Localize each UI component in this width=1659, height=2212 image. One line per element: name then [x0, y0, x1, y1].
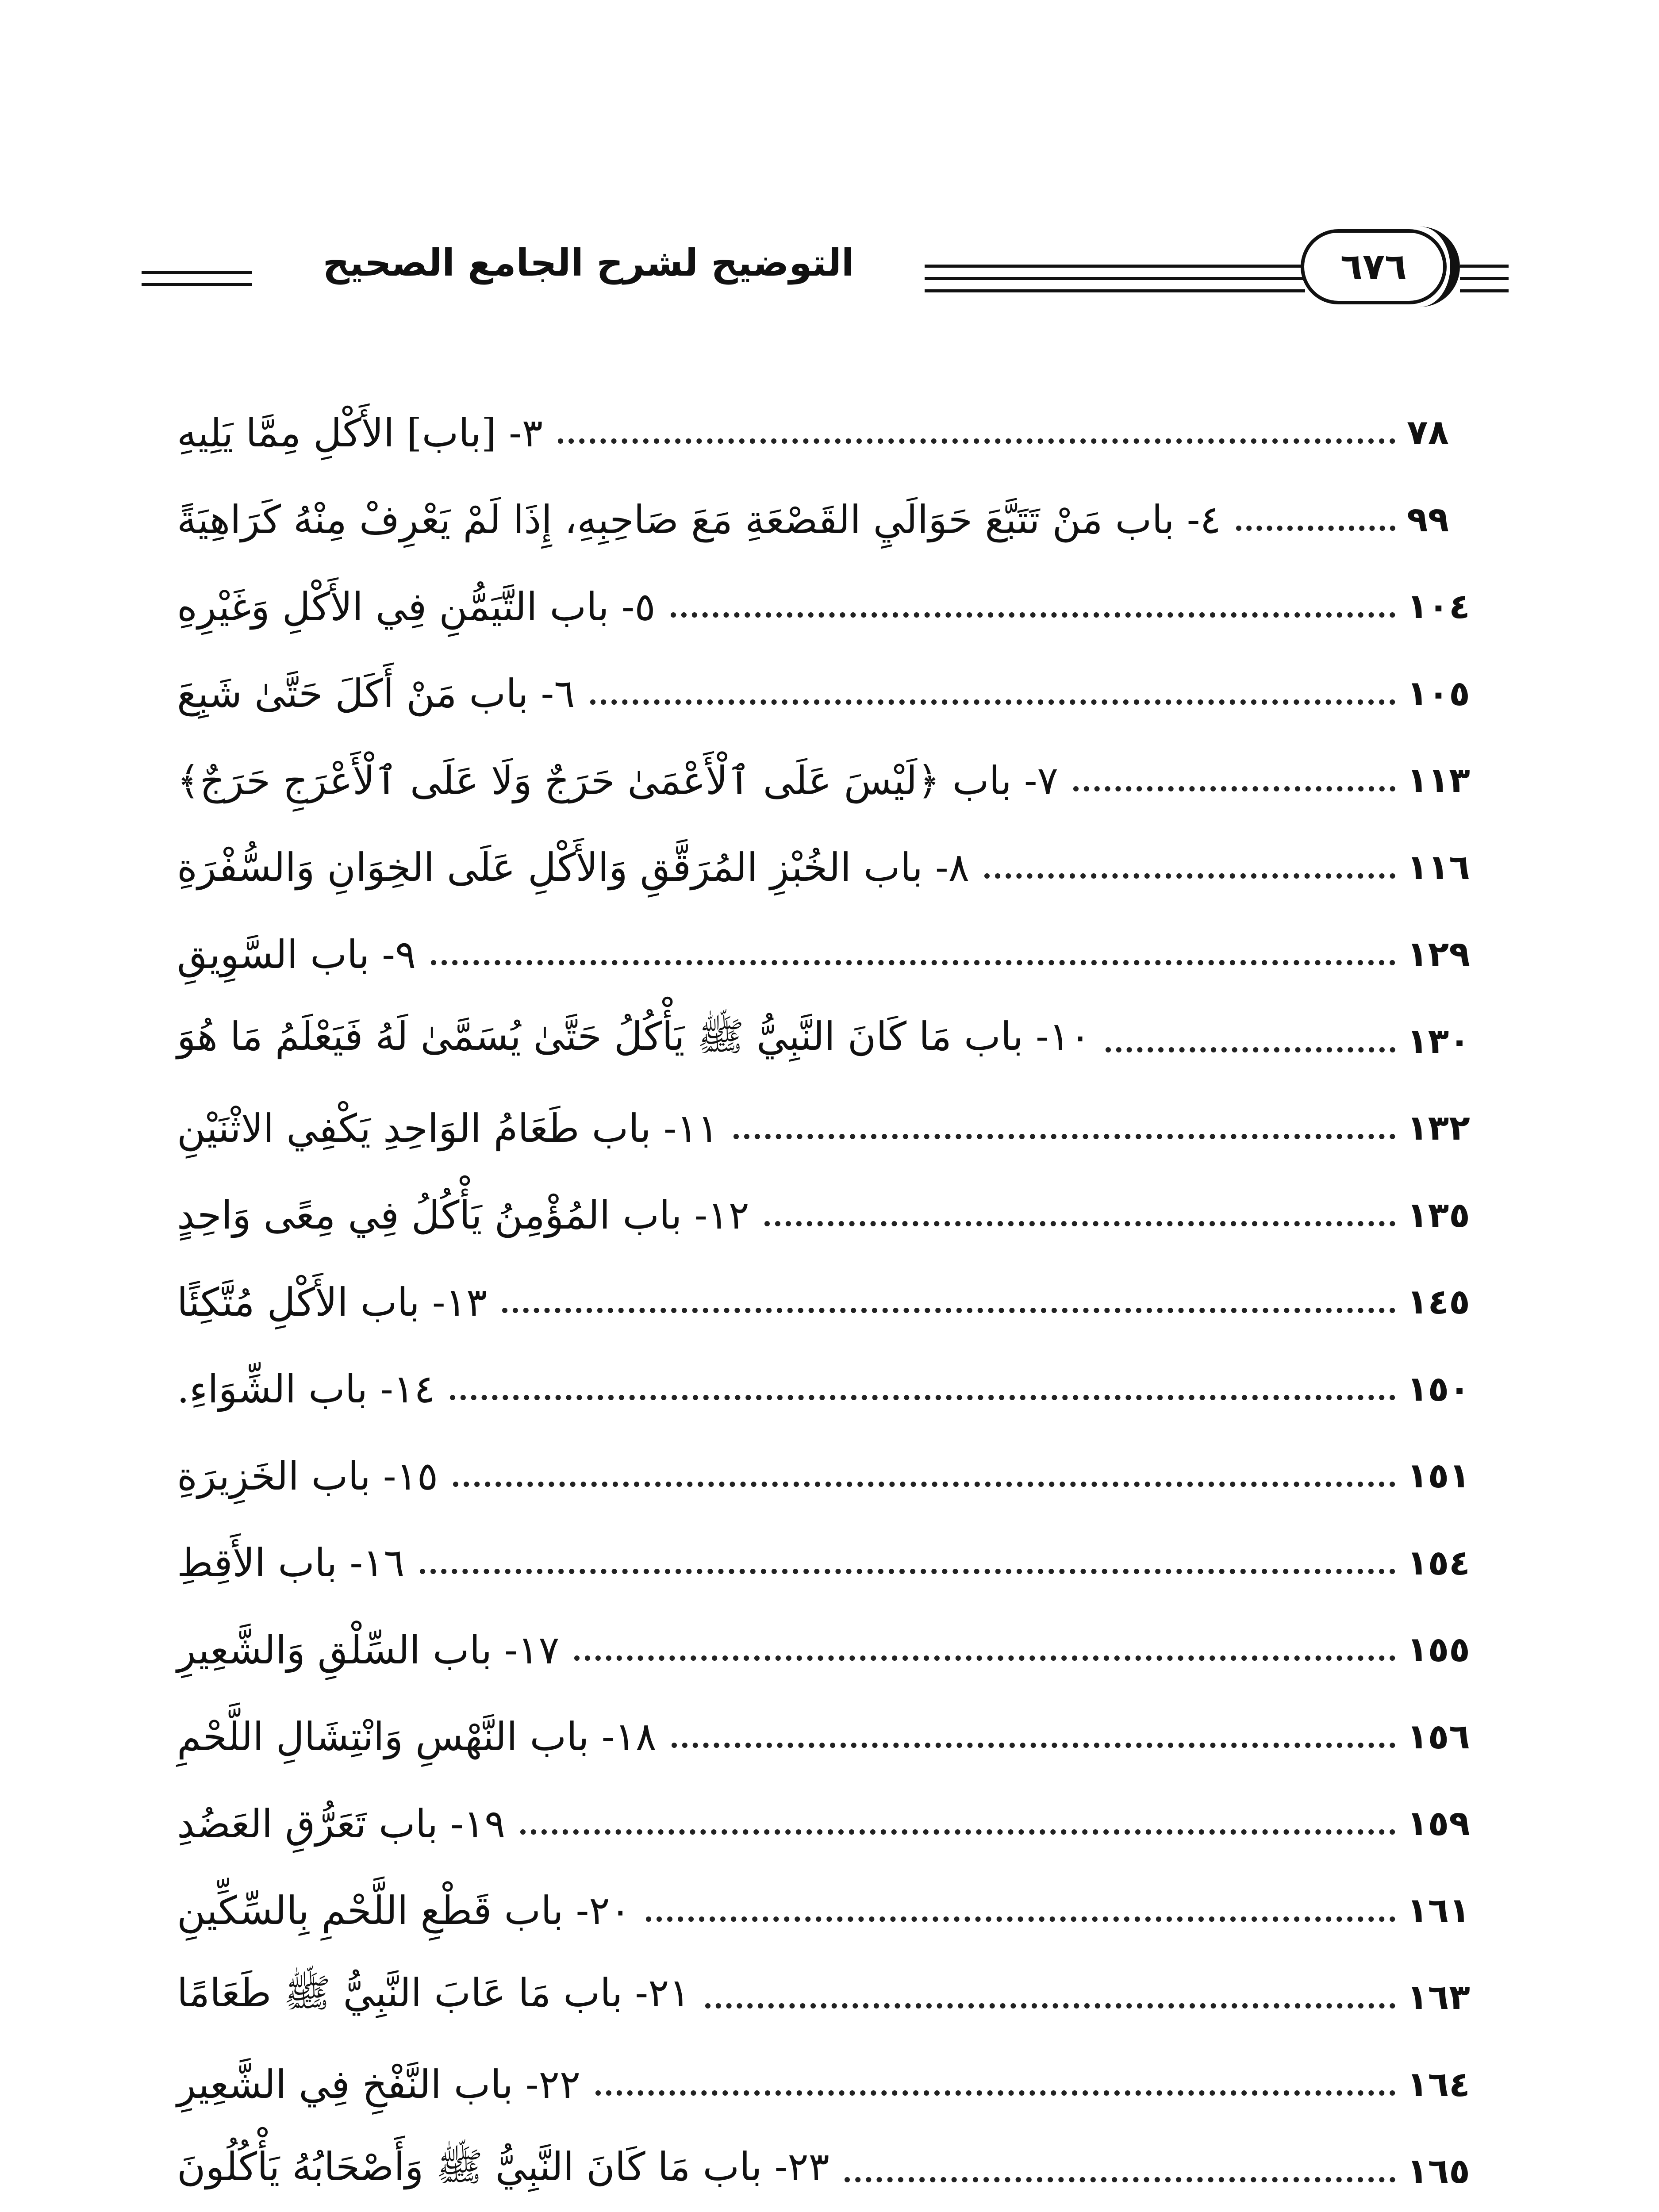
toc-entry-page: ١٥٩ [1407, 1804, 1470, 1844]
toc-entry-title: ١٨- باب النَّهْسِ وَانْتِشَالِ اللَّحْمِ [177, 1714, 657, 1760]
toc-entry-title: ٥- باب التَّيَمُّنِ فِي الأَكْلِ وَغَيْرِهِ [177, 584, 656, 630]
toc-entry-page: ١٠٥ [1407, 673, 1470, 714]
dot-leader [574, 1655, 1395, 1661]
toc-entry [164, 1172, 1504, 1259]
toc-entry-page: ١١٣ [1407, 760, 1470, 801]
toc-entry-title: ٢٢- باب النَّفْخِ فِي الشَّعِيرِ [177, 2062, 581, 2108]
dot-leader [590, 699, 1395, 705]
toc-entry [164, 998, 1504, 1085]
toc-entry-title: ١٩- باب تَعَرُّقِ العَضُدِ [177, 1801, 506, 1847]
toc-entry-page: ١٥٥ [1407, 1630, 1470, 1670]
toc-entry-page: ١٥١ [1407, 1456, 1470, 1496]
toc-entry-page: ١٥٤ [1407, 1543, 1470, 1583]
dot-leader [520, 1829, 1395, 1835]
toc-entry-title: ٣- [باب] الأَكْلِ مِمَّا يَلِيهِ [177, 410, 543, 456]
toc-entry-title: ١٥- باب الخَزِيرَةِ [177, 1453, 438, 1499]
toc-entry-page: ١٥٠ [1407, 1369, 1470, 1409]
toc-entry-title: ٧- باب ﴿لَيْسَ عَلَى ٱلْأَعْمَىٰ حَرَجٌ وَلَا عَلَى ٱلْأَعْرَجِ حَرَجٌ﴾ [177, 757, 1058, 803]
toc-entry-title: ٢٠- باب قَطْعِ اللَّحْمِ بِالسِّكِّينِ [177, 1888, 631, 1934]
toc-entry [164, 911, 1504, 998]
toc-entry-page: ١٢٩ [1407, 934, 1470, 975]
toc-entry-page: ١٣٥ [1407, 1195, 1470, 1235]
toc-entry-title: ١٠- باب مَا كَانَ النَّبِيُّ ﷺ يَأْكُلُ حَتَّىٰ يُسَمَّىٰ لَهُ فَيَعْلَمُ مَا هُوَ [177, 1014, 1091, 1060]
dot-leader [764, 1221, 1395, 1226]
dot-leader [1106, 1047, 1395, 1052]
toc-entry [164, 1606, 1504, 1694]
dot-leader [845, 2177, 1395, 2182]
toc-entry-title: ٦- باب مَنْ أَكَلَ حَتَّىٰ شَبِعَ [177, 671, 575, 717]
toc-entry-title: ١٦- باب الأَقِطِ [177, 1540, 405, 1586]
toc-entry-page: ٩٩ [1407, 499, 1449, 540]
toc-entry-page: ١٥٦ [1407, 1717, 1470, 1757]
dot-leader [705, 2003, 1395, 2008]
toc-entry [164, 1432, 1504, 1520]
toc-entry-title: ١١- باب طَعَامُ الوَاحِدِ يَكْفِي الاثْنَيْنِ [177, 1105, 719, 1151]
toc-entry-page: ١٦١ [1407, 1890, 1470, 1931]
dot-leader [420, 1569, 1395, 1574]
toc-entry [164, 737, 1504, 824]
dot-leader [671, 612, 1395, 618]
toc-entry [164, 1085, 1504, 1172]
toc-entry [164, 389, 1504, 476]
toc-entry-page: ١٤٥ [1407, 1282, 1470, 1322]
dot-leader [595, 2090, 1395, 2096]
toc-entry [164, 563, 1504, 650]
toc-entry-title: ٨- باب الخُبْزِ المُرَقَّقِ وَالأَكْلِ عَلَى الخِوَانِ وَالسُّفْرَةِ [177, 845, 969, 891]
toc-entry-page: ١١٦ [1407, 847, 1470, 887]
header-rule [1460, 265, 1509, 268]
toc-entry-title: ١٧- باب السِّلْقِ وَالشَّعِيرِ [177, 1627, 560, 1673]
dot-leader [453, 1482, 1395, 1487]
toc-entry [164, 1259, 1504, 1346]
header-rule [1460, 289, 1509, 292]
toc-entry-title: ٩- باب السَّوِيقِ [177, 931, 416, 977]
toc-entry [164, 824, 1504, 911]
header-rule [142, 271, 252, 274]
toc-entry [164, 1867, 1504, 1955]
dot-leader [502, 1308, 1395, 1313]
toc-entry-title: ١٤- باب الشِّوَاءِ. [177, 1366, 435, 1412]
header-rule [925, 289, 1305, 292]
book-title: التوضيح لشرح الجامع الصحيح [323, 241, 854, 284]
running-header [133, 217, 1509, 332]
dot-leader [431, 960, 1395, 965]
toc-entry [164, 1694, 1504, 1781]
dot-leader [1236, 526, 1395, 531]
dot-leader [450, 1395, 1395, 1400]
toc-entry-page: ١٦٣ [1407, 1978, 1470, 2018]
toc-entry [164, 1780, 1504, 1867]
toc-entry-title: ٢٣- باب مَا كَانَ النَّبِيُّ ﷺ وَأَصْحَابُهُ يَأْكُلُونَ [177, 2143, 830, 2189]
dot-leader [672, 1743, 1395, 1748]
header-rule [1460, 277, 1509, 280]
toc-entry-page: ١٣٠ [1407, 1021, 1470, 1061]
toc-entry-title: ١٢- باب المُؤْمِنُ يَأْكُلُ فِي مِعًى وَاحِدٍ [177, 1192, 749, 1238]
toc-entry [164, 1346, 1504, 1433]
toc-entry-title: ٤- باب مَنْ تَتَبَّعَ حَوَالَيِ القَصْعَةِ مَعَ صَاحِبِهِ، إِذَا لَمْ يَعْرِفْ مِنْهُ كَرَاهِيَةً [177, 497, 1221, 543]
toc-entry-page: ٧٨ [1407, 413, 1449, 453]
toc-entry-page: ١٣٢ [1407, 1108, 1470, 1148]
dot-leader [1073, 786, 1395, 791]
toc-entry-title: ٢١- باب مَا عَابَ النَّبِيُّ ﷺ طَعَامًا [177, 1970, 690, 2016]
toc-entry [164, 650, 1504, 737]
toc-entry-page: ١٠٤ [1407, 587, 1470, 627]
dot-leader [646, 1916, 1395, 1922]
dot-leader [733, 1134, 1395, 1139]
header-rule [925, 265, 1305, 268]
toc-entry [164, 476, 1504, 564]
page-number: ٦٧٦ [1340, 246, 1407, 288]
table-of-contents [164, 389, 1504, 2212]
toc-entry [164, 1954, 1504, 2041]
toc-entry [164, 1520, 1504, 1607]
toc-entry-page: ١٦٥ [1407, 2151, 1470, 2192]
toc-entry-page: ١٦٤ [1407, 2064, 1470, 2104]
toc-entry [164, 2041, 1504, 2128]
toc-entry-title: ١٣- باب الأَكْلِ مُتَّكِئًا [177, 1279, 488, 1325]
dot-leader [558, 438, 1395, 444]
dot-leader [984, 873, 1395, 879]
page-number-badge [1301, 229, 1447, 304]
toc-entry [164, 2128, 1504, 2212]
header-rule [925, 277, 1305, 280]
header-rule [142, 283, 252, 286]
